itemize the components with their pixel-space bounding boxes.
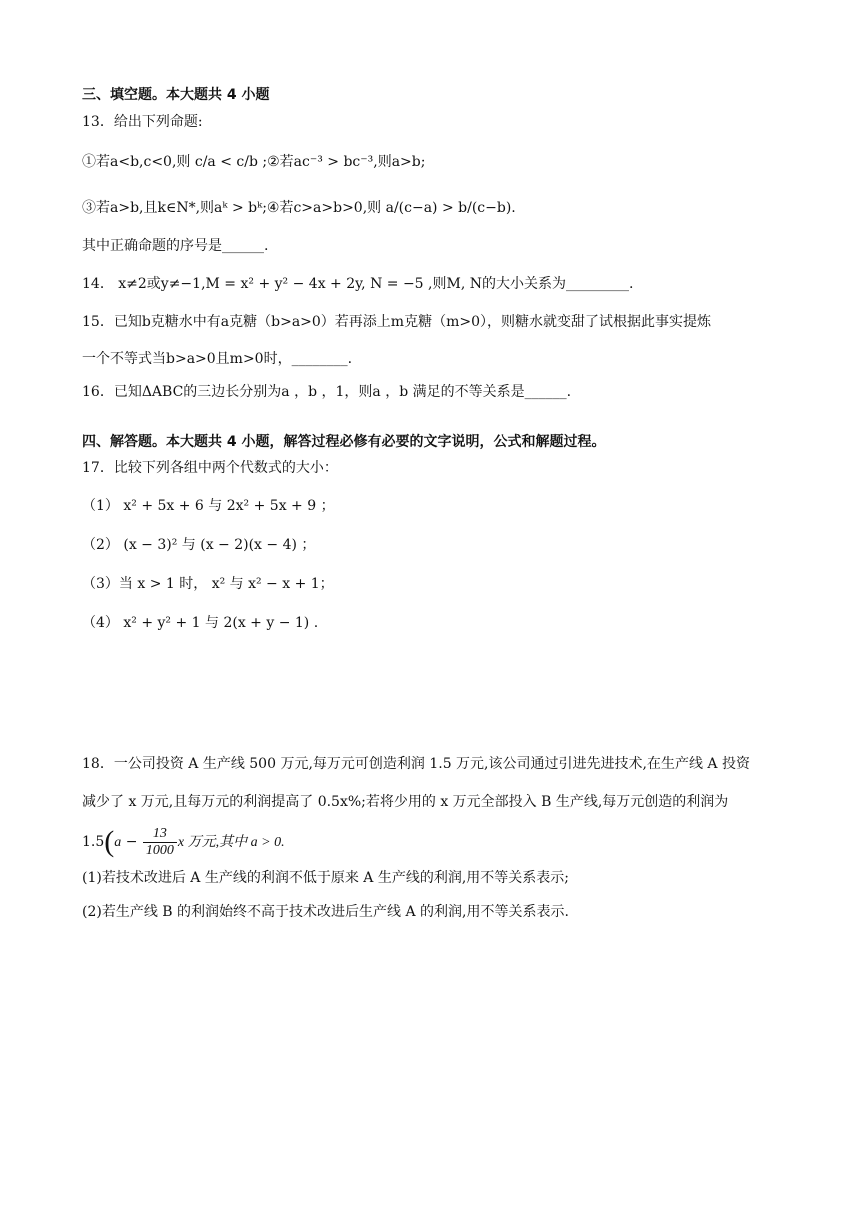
- q18-var-a: a: [114, 835, 122, 850]
- q13-answer: 其中正确命题的序号是______.: [82, 238, 269, 254]
- q18-frac-den: 1000: [145, 842, 174, 858]
- q13-line-1: ①若a<b,c<0,则 c/a < c/b ;②若ac⁻³ > bc⁻³,则a>b;: [82, 154, 426, 170]
- q14: 14． x≠2或y≠−1,M = x² + y² − 4x + 2y, N = −5 ,则M, N的大小关系为_________.: [82, 276, 634, 292]
- q18-part-1: (1)若技术改进后 A 生产线的利润不低于原来 A 生产线的利润,用不等关系表示;: [82, 870, 570, 886]
- q13-line-2: ③若a>b,且k∈N*,则aᵏ > bᵏ;④若c>a>b>0,则 a/(c−a) > b/(c−b).: [82, 200, 516, 216]
- q17-intro: 17．比较下列各组中两个代数式的大小：: [82, 460, 338, 476]
- q17-item-3: （3）当 x > 1 时， x² 与 x² − x + 1；: [82, 576, 334, 592]
- q17-item-2: （2） (x − 3)² 与 (x − 2)(x − 4) ；: [82, 537, 316, 553]
- q15-line-2: 一个不等式当b>a>0且m>0时，________.: [82, 351, 353, 367]
- q18-coefficient: 1.5: [82, 834, 105, 850]
- section-3-heading: 三、填空题。本大题共 4 小题: [82, 87, 270, 103]
- section-4-heading: 四、解答题。本大题共 4 小题，解答过程必修有必要的文字说明，公式和解题过程。: [82, 434, 606, 450]
- q13-intro: 13．给出下列命题:: [82, 114, 203, 130]
- q18-line-1: 18．一公司投资 A 生产线 500 万元,每万元可创造利润 1.5 万元,该公司通过引进先进技术,在生产线 A 投资: [82, 756, 750, 772]
- left-paren: (: [104, 825, 115, 858]
- q15-line-1: 15．已知b克糖水中有a克糖（b>a>0）若再添上m克糖（m>0），则糖水就变甜了试根据此事实提炼: [82, 314, 711, 330]
- q17-item-1: （1） x² + 5x + 6 与 2x² + 5x + 9 ；: [82, 498, 335, 514]
- q17-item-4: （4） x² + y² + 1 与 2(x + y − 1) .: [82, 615, 319, 631]
- q18-part-2: (2)若生产线 B 的利润始终不高于技术改进后生产线 A 的利润,用不等关系表示.: [82, 904, 569, 920]
- q16: 16．已知ΔABC的三边长分别为a ，b ，1，则a ，b 满足的不等关系是______.: [82, 384, 572, 400]
- q18-fraction: [143, 826, 177, 859]
- q18-line-3-tail: x 万元,其中 a > 0.: [177, 835, 285, 850]
- q18-frac-num: 13: [143, 826, 177, 843]
- q18-line-2: 减少了 x 万元,且每万元的利润提高了 0.5x%;若将少用的 x 万元全部投入 B 生产线,每万元创造的利润为: [82, 794, 729, 810]
- q18-line-3: 1.5(a − $\frac{13}{1000}$ x 万元,其中 a > 0.: [82, 825, 285, 858]
